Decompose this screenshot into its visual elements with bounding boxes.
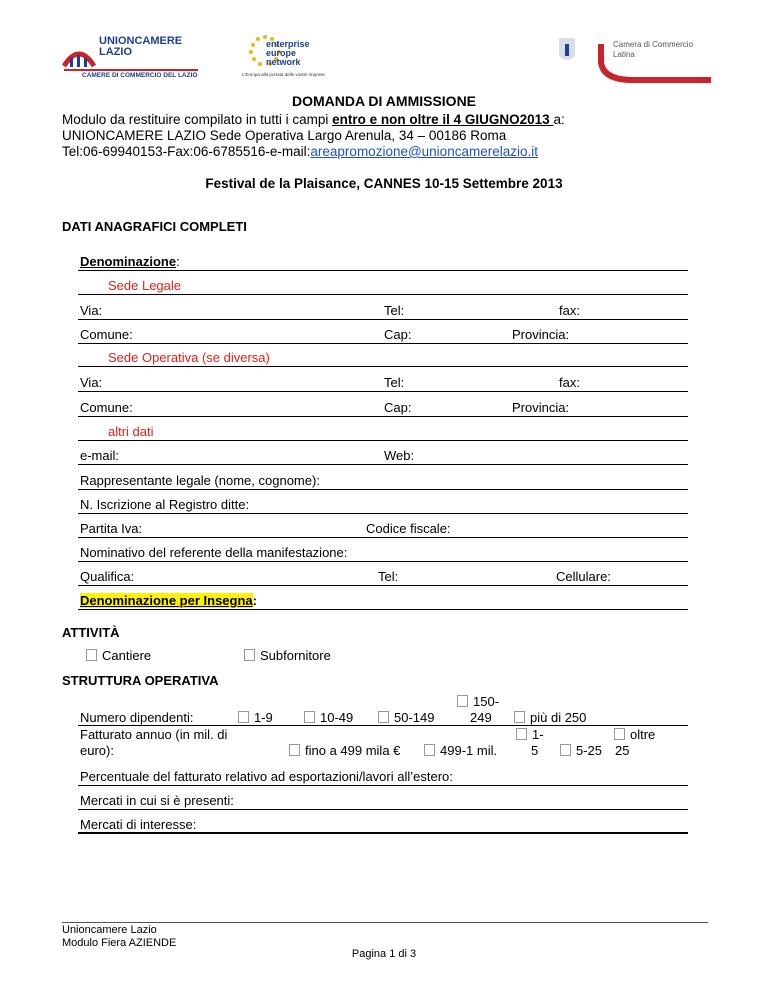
sede-legale-provincia-label: Provincia:: [512, 327, 570, 342]
sede-legale-fax-label: fax:: [559, 303, 580, 318]
cciaa-name: Camera di Commercio: [613, 40, 694, 49]
unioncamere-name: UNIONCAMERE: [99, 35, 183, 47]
subfornitore-label: Subfornitore: [260, 648, 331, 663]
dip-50-149-label: 50-149: [394, 710, 435, 725]
fatturato-label-2: euro):: [80, 743, 114, 758]
unioncamere-logo-mark: [62, 38, 96, 72]
altri-dati-heading: altri dati: [108, 424, 154, 439]
cantiere-label: Cantiere: [102, 648, 152, 663]
dip-1-9-label: 1-9: [254, 710, 273, 725]
referente-field[interactable]: [78, 561, 688, 562]
unioncamere-divider: [64, 69, 198, 71]
fatt-1-5-option[interactable]: [516, 727, 544, 742]
fatturato-label-1: Fatturato annuo (in mil. di: [80, 727, 228, 742]
qualifica-label: Qualifica:: [80, 569, 135, 584]
cellulare-label: Cellulare:: [556, 569, 611, 584]
een-word-3: network: [266, 57, 301, 67]
sede-operativa-fax-label: fax:: [559, 375, 580, 390]
contacts-text: Tel:06-69940153-Fax:06-6785516-e-mail:: [62, 144, 311, 159]
dip-1-9-checkbox[interactable]: [238, 711, 249, 723]
web-label: Web:: [384, 448, 415, 463]
email-web-field[interactable]: [78, 464, 688, 465]
sede-legale-heading: Sede Legale: [108, 278, 182, 293]
footer-doc: Modulo Fiera AZIENDE: [62, 937, 177, 949]
referente-tel-label: Tel:: [378, 569, 399, 584]
sede-operativa-via-label: Via:: [80, 375, 103, 390]
insegna-field[interactable]: [78, 609, 688, 610]
dip-1-9-option[interactable]: [238, 710, 273, 725]
dipendenti-label: Numero dipendenti:: [80, 710, 194, 725]
iscrizione-field[interactable]: [78, 513, 688, 514]
dip-150-249-checkbox[interactable]: [457, 695, 468, 707]
mercati-interesse-label: Mercati di interesse:: [80, 817, 197, 832]
page-number: Pagina 1 di 3: [351, 948, 417, 960]
dip-50-149-option[interactable]: [378, 710, 434, 725]
mercati-presenti-field[interactable]: [78, 809, 688, 810]
dip-150-label: 150-: [473, 694, 500, 709]
denominazione-colon: :: [176, 254, 180, 269]
sede-operativa-rule: [78, 366, 688, 367]
sede-legale-via-field[interactable]: [78, 319, 688, 320]
cciaa-swoosh-icon: [593, 44, 713, 84]
unioncamere-logo: [62, 36, 202, 82]
intro-text: Modulo da restituire compilato in tutti i campi: [62, 112, 333, 127]
dip-50-149-checkbox[interactable]: [378, 711, 389, 723]
een-logo: [240, 34, 340, 82]
fatt-499-1-option[interactable]: [424, 743, 497, 758]
een-word-1: enterprise: [266, 39, 310, 49]
dip-10-49-option[interactable]: [304, 710, 353, 725]
fatt-fino-499-option[interactable]: [289, 743, 400, 758]
fatt-499-1-checkbox[interactable]: [424, 744, 435, 756]
sede-legale-rule: [78, 294, 688, 295]
fatt-1-5-checkbox[interactable]: [516, 728, 527, 740]
insegna-colon: :: [252, 593, 257, 608]
attivita-heading: ATTIVITÀ: [62, 625, 120, 640]
altri-dati-rule: [78, 440, 688, 441]
dip-oltre-250-option[interactable]: [514, 710, 586, 725]
dip-10-49-label: 10-49: [320, 710, 354, 725]
sede-operativa-cap-label: Cap:: [384, 400, 412, 415]
sede-operativa-tel-label: Tel:: [384, 375, 405, 390]
fatt-1-label: 1-: [532, 727, 544, 742]
subfornitore-option[interactable]: [244, 648, 331, 663]
footer-org: Unioncamere Lazio: [62, 924, 157, 936]
percentuale-field[interactable]: [78, 785, 688, 786]
dip-249-label: 249: [470, 710, 492, 725]
sede-operativa-via-field[interactable]: [78, 391, 688, 392]
mercati-presenti-label: Mercati in cui si è presenti:: [80, 793, 234, 808]
cciaa-emblem-icon: [555, 36, 579, 66]
sede-legale-cap-label: Cap:: [384, 327, 412, 342]
sede-operativa-comune-label: Comune:: [80, 400, 133, 415]
qualifica-field[interactable]: [78, 585, 688, 586]
partita-iva-label: Partita Iva:: [80, 521, 143, 536]
sede-legale-comune-field[interactable]: [78, 343, 688, 344]
dip-oltre-250-label: più di 250: [530, 710, 587, 725]
dip-10-49-checkbox[interactable]: [304, 711, 315, 723]
subfornitore-checkbox[interactable]: [244, 649, 255, 661]
event-title: Festival de la Plaisance, CANNES 10-15 Settembre 2013: [205, 176, 563, 191]
iscrizione-label: N. Iscrizione al Registro ditte:: [80, 497, 250, 512]
sede-operativa-comune-field[interactable]: [78, 416, 688, 417]
referente-label: Nominativo del referente della manifestazione:: [80, 545, 348, 560]
unioncamere-subtitle: CAMERE DI COMMERCIO DEL LAZIO: [82, 72, 198, 79]
denominazione-field[interactable]: [78, 270, 688, 271]
fatt-fino-499-label: fino a 499 mila €: [305, 743, 401, 758]
een-word-2: europe: [266, 48, 297, 58]
intro-line: [62, 112, 565, 127]
unioncamere-region: LAZIO: [99, 46, 132, 58]
denominazione-text: Denominazione: [80, 254, 177, 269]
insegna-text: Denominazione per Insegna: [80, 593, 253, 608]
fatt-499-1-label: 499-1 mil.: [440, 743, 498, 758]
dipendenti-rule: [78, 725, 688, 726]
cciaa-latina-logo: [555, 30, 715, 86]
cantiere-option[interactable]: [86, 648, 151, 663]
section-dati-anagrafici: DATI ANAGRAFICI COMPLETI: [62, 219, 247, 234]
fatt-oltre-25-checkbox[interactable]: [614, 728, 625, 740]
sede-operativa-provincia-label: Provincia:: [512, 400, 570, 415]
insegna-label: [80, 593, 257, 608]
fatt-oltre-label: oltre: [630, 727, 656, 742]
address-line: UNIONCAMERE LAZIO Sede Operativa Largo Arenula, 34 – 00186 Roma: [62, 128, 507, 143]
rappresentante-label: Rappresentante legale (nome, cognome):: [80, 473, 320, 488]
struttura-heading: STRUTTURA OPERATIVA: [62, 673, 219, 688]
sede-legale-via-label: Via:: [80, 303, 103, 318]
cantiere-checkbox[interactable]: [86, 649, 97, 661]
een-tagline: L'Europa alla portata delle vostre imprese: [242, 72, 325, 77]
fatt-oltre-25-option[interactable]: [614, 727, 655, 742]
fatt-5-25-option[interactable]: [560, 743, 602, 758]
dip-150-249-option[interactable]: [457, 694, 499, 709]
partita-iva-field[interactable]: [78, 537, 688, 538]
form-title: DOMANDA DI AMMISSIONE: [291, 93, 477, 109]
sede-legale-comune-label: Comune:: [80, 327, 133, 342]
contacts-line: [62, 144, 538, 159]
fatt-5-label: 5: [531, 743, 539, 758]
sede-operativa-heading: Sede Operativa (se diversa): [108, 350, 270, 365]
codice-fiscale-label: Codice fiscale:: [366, 521, 451, 536]
email-label: e-mail:: [80, 448, 120, 463]
sede-legale-tel-label: Tel:: [384, 303, 405, 318]
deadline: entro e non oltre il 4 GIUGNO2013: [332, 112, 554, 127]
footer-rule: [62, 922, 708, 923]
dip-oltre-250-checkbox[interactable]: [514, 711, 525, 723]
fatt-5-25-label: 5-25: [576, 743, 603, 758]
email-link[interactable]: areapromozione@unioncamerelazio.it: [310, 144, 538, 159]
denominazione-label: [80, 254, 180, 269]
mercati-interesse-field[interactable]: [78, 832, 688, 834]
intro-suffix: a:: [553, 112, 565, 127]
percentuale-label: Percentuale del fatturato relativo ad esportazioni/lavori all’estero:: [80, 769, 453, 784]
fatt-fino-499-checkbox[interactable]: [289, 744, 300, 756]
fatt-25-label: 25: [615, 743, 630, 758]
fatt-5-25-checkbox[interactable]: [560, 744, 571, 756]
cciaa-city: Latina: [613, 50, 635, 59]
rappresentante-field[interactable]: [78, 489, 688, 490]
